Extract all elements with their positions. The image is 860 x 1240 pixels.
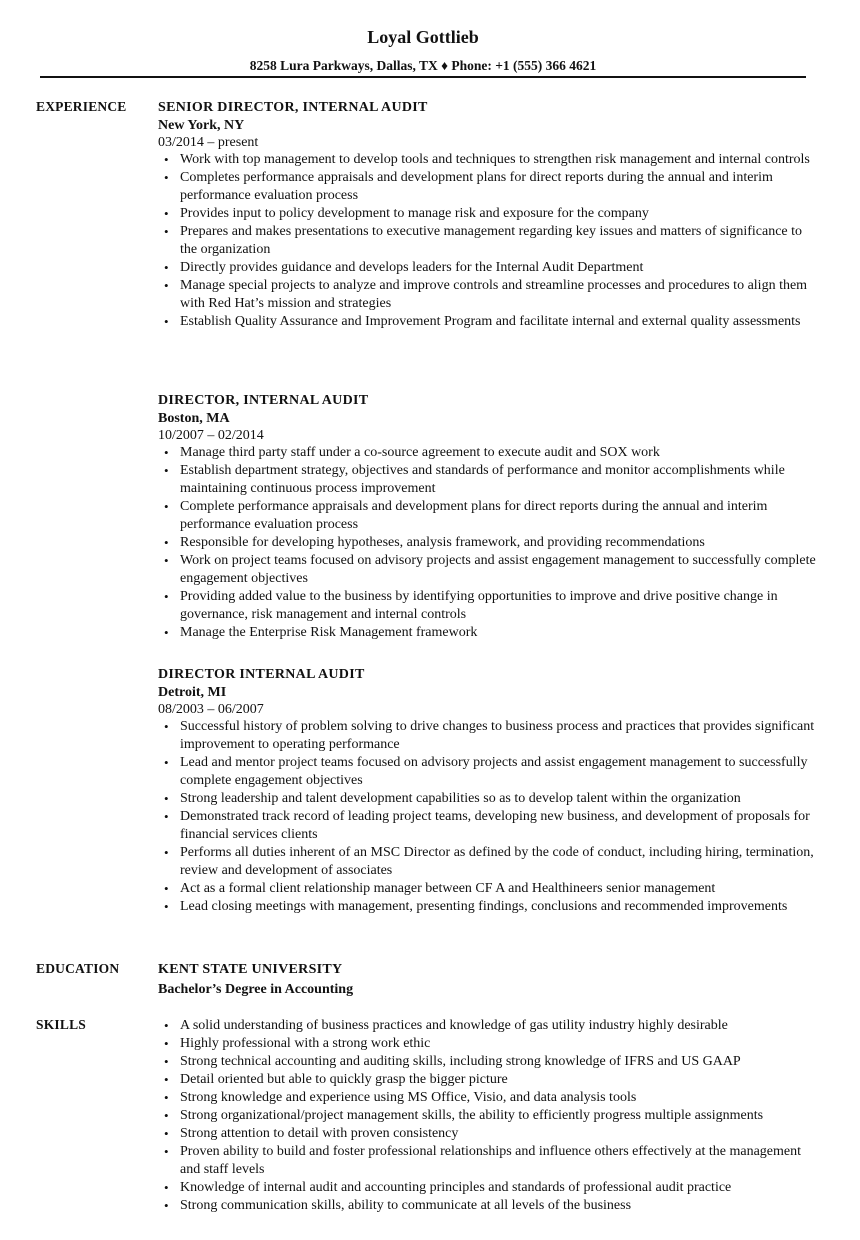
bullet-icon: •	[164, 553, 169, 568]
list-item-text: Establish Quality Assurance and Improvement Program and facilitate internal and external quality assessments	[180, 314, 801, 329]
list-item	[158, 1179, 818, 1197]
education-section-label: EDUCATION	[36, 961, 120, 976]
bullet-icon: •	[164, 499, 169, 514]
bullet-icon: •	[164, 1108, 169, 1123]
education-entry	[158, 961, 818, 1001]
bullet-icon: •	[164, 1018, 169, 1033]
bullet-icon: •	[164, 625, 169, 640]
job-title: DIRECTOR INTERNAL AUDIT	[158, 667, 365, 682]
list-item-text: Performs all duties inherent of an MSC Director as defined by the code of conduct, including hiring, termination, review and development of associates	[180, 845, 814, 878]
list-item	[158, 718, 818, 754]
list-item-text: Work on project teams focused on advisory projects and assist engagement management to successfully complete engagement objectives	[180, 553, 816, 586]
list-item-text: Work with top management to develop tools and techniques to strengthen risk management and internal controls	[180, 152, 810, 167]
bullet-icon: •	[164, 463, 169, 478]
list-item-text: Strong communication skills, ability to communicate at all levels of the business	[180, 1198, 632, 1213]
list-item-text: Proven ability to build and foster professional relationships and influence others effectively at the management and staff levels	[180, 1144, 802, 1177]
resume-header	[40, 26, 806, 75]
list-item	[158, 462, 818, 498]
job-1	[158, 99, 818, 331]
bullet-icon: •	[164, 224, 169, 239]
bullet-icon: •	[164, 791, 169, 806]
degree: Bachelor’s Degree in Accounting	[158, 982, 354, 997]
job-bullets	[158, 718, 818, 916]
job-bullets	[158, 444, 818, 642]
job-title: SENIOR DIRECTOR, INTERNAL AUDIT	[158, 100, 428, 115]
job-3	[158, 666, 818, 916]
bullet-icon: •	[164, 1072, 169, 1087]
bullet-icon: •	[164, 170, 169, 185]
bullet-icon: •	[164, 314, 169, 329]
job-location: Detroit, MI	[158, 685, 227, 700]
experience-section-label: EXPERIENCE	[36, 99, 127, 114]
list-item-text: Providing added value to the business by identifying opportunities to improve and drive positive change in governance, risk management and internal controls	[180, 589, 778, 622]
bullet-icon: •	[164, 260, 169, 275]
list-item	[158, 880, 818, 898]
list-item-text: Manage third party staff under a co-source agreement to execute audit and SOX work	[180, 445, 660, 460]
list-item	[158, 259, 818, 277]
list-item	[158, 1089, 818, 1107]
list-item-text: Prepares and makes presentations to executive management regarding key issues and matters of significance to the organization	[180, 224, 803, 257]
list-item-text: Highly professional with a strong work ethic	[180, 1036, 431, 1051]
list-item	[158, 1017, 818, 1035]
list-item-text: Manage special projects to analyze and improve controls and streamline processes and procedures to align them with Red Hat’s mission and strategies	[180, 278, 808, 311]
list-item-text: Knowledge of internal audit and accounting principles and standards of professional audit practice	[180, 1180, 732, 1195]
list-item-text: Lead closing meetings with management, presenting findings, conclusions and recommended improvements	[180, 899, 788, 914]
list-item-text: Strong organizational/project management skills, the ability to efficiently progress multiple assignments	[180, 1108, 764, 1123]
bullet-icon: •	[164, 535, 169, 550]
list-item-text: Completes performance appraisals and development plans for direct reports during the annual and interim performance evaluation process	[180, 170, 773, 203]
list-item	[158, 444, 818, 462]
job-location: Boston, MA	[158, 411, 230, 426]
list-item	[158, 151, 818, 169]
list-item	[158, 277, 818, 313]
list-item-text: Strong technical accounting and auditing skills, including strong knowledge of IFRS and US GAAP	[180, 1054, 741, 1069]
list-item	[158, 754, 818, 790]
list-item-text: A solid understanding of business practices and knowledge of gas utility industry highly desirable	[180, 1018, 728, 1033]
list-item-text: Complete performance appraisals and development plans for direct reports during the annual and interim performance evaluation process	[180, 499, 768, 532]
list-item	[158, 1071, 818, 1089]
list-item	[158, 223, 818, 259]
bullet-icon: •	[164, 1054, 169, 1069]
list-item	[158, 1125, 818, 1143]
list-item	[158, 844, 818, 880]
contact-line: 8258 Lura Parkways, Dallas, TX ♦ Phone: +1 (555) 366 4621	[249, 58, 597, 73]
bullet-icon: •	[164, 152, 169, 167]
job-dates: 03/2014 – present	[158, 135, 259, 150]
list-item-text: Provides input to policy development to manage risk and exposure for the company	[180, 206, 649, 221]
list-item	[158, 790, 818, 808]
list-item	[158, 1107, 818, 1125]
job-dates: 10/2007 – 02/2014	[158, 428, 264, 443]
bullet-icon: •	[164, 1198, 169, 1213]
list-item	[158, 1197, 818, 1215]
job-bullets	[158, 151, 818, 331]
list-item-text: Manage the Enterprise Risk Management framework	[180, 625, 478, 640]
job-title: DIRECTOR, INTERNAL AUDIT	[158, 393, 369, 408]
list-item	[158, 624, 818, 642]
list-item-text: Establish department strategy, objectives and standards of performance and monitor accomplishments while maintaining continuous process improvement	[180, 463, 785, 496]
list-item-text: Strong leadership and talent development capabilities so as to develop talent within the organization	[180, 791, 741, 806]
list-item-text: Strong attention to detail with proven consistency	[180, 1126, 459, 1141]
bullet-icon: •	[164, 755, 169, 770]
list-item	[158, 898, 818, 916]
header-divider	[40, 76, 806, 78]
list-item	[158, 534, 818, 552]
list-item-text: Strong knowledge and experience using MS Office, Visio, and data analysis tools	[180, 1090, 637, 1105]
list-item	[158, 169, 818, 205]
list-item-text: Detail oriented but able to quickly grasp the bigger picture	[180, 1072, 508, 1087]
list-item	[158, 1143, 818, 1179]
bullet-icon: •	[164, 1090, 169, 1105]
bullet-icon: •	[164, 899, 169, 914]
bullet-icon: •	[164, 845, 169, 860]
list-item-text: Demonstrated track record of leading project teams, developing new business, and development of proposals for financial services clients	[180, 809, 810, 842]
bullet-icon: •	[164, 1180, 169, 1195]
bullet-icon: •	[164, 1126, 169, 1141]
list-item-text: Successful history of problem solving to drive changes to business process and practices that provides significant improvement to operating performance	[180, 719, 815, 752]
list-item	[158, 808, 818, 844]
list-item	[158, 498, 818, 534]
list-item-text: Responsible for developing hypotheses, analysis framework, and providing recommendations	[180, 535, 705, 550]
school-name: KENT STATE UNIVERSITY	[158, 962, 343, 977]
list-item	[158, 1035, 818, 1053]
bullet-icon: •	[164, 719, 169, 734]
skills-list-wrapper	[158, 1017, 818, 1215]
list-item-text: Lead and mentor project teams focused on advisory projects and assist engagement management to successfully complete engagement objectives	[180, 755, 808, 788]
candidate-name: Loyal Gottlieb	[367, 27, 479, 47]
list-item	[158, 588, 818, 624]
bullet-icon: •	[164, 206, 169, 221]
bullet-icon: •	[164, 278, 169, 293]
bullet-icon: •	[164, 1036, 169, 1051]
job-location: New York, NY	[158, 118, 245, 133]
job-2	[158, 392, 818, 642]
job-dates: 08/2003 – 06/2007	[158, 702, 264, 717]
bullet-icon: •	[164, 809, 169, 824]
list-item-text: Directly provides guidance and develops leaders for the Internal Audit Department	[180, 260, 644, 275]
skills-list	[158, 1017, 818, 1215]
bullet-icon: •	[164, 881, 169, 896]
skills-section-label: SKILLS	[36, 1017, 86, 1032]
list-item	[158, 313, 818, 331]
list-item-text: Act as a formal client relationship manager between CF A and Healthineers senior management	[180, 881, 716, 896]
list-item	[158, 552, 818, 588]
bullet-icon: •	[164, 1144, 169, 1159]
list-item	[158, 1053, 818, 1071]
bullet-icon: •	[164, 589, 169, 604]
bullet-icon: •	[164, 445, 169, 460]
list-item	[158, 205, 818, 223]
